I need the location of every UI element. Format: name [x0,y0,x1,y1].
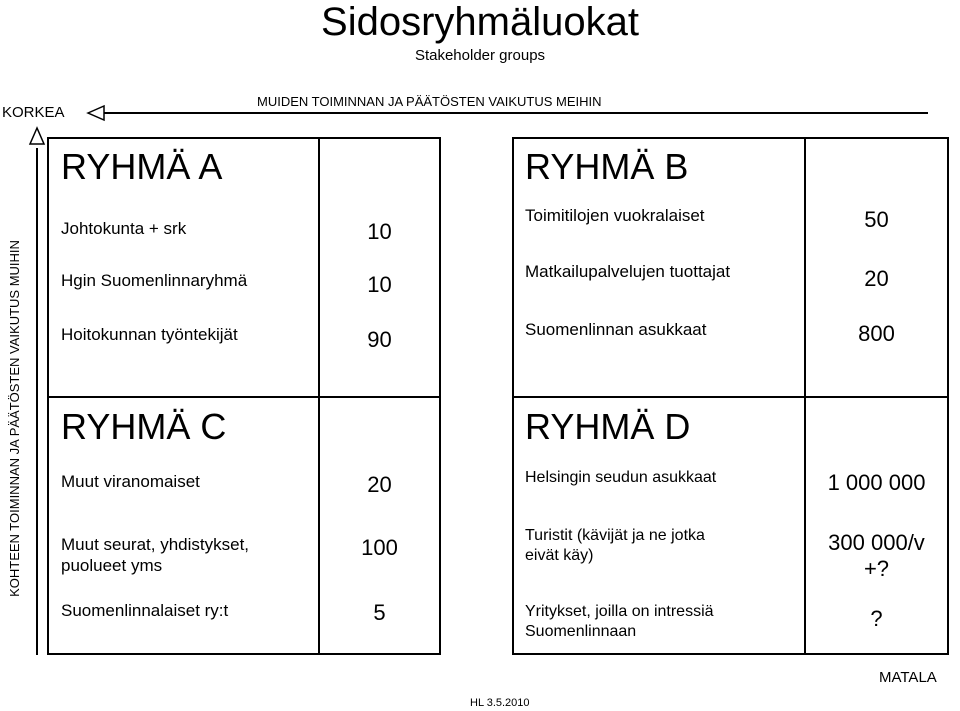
group-c-row-3-label: Suomenlinnalaiset ry:t [61,601,229,620]
group-d-row-2-label-line-2: eivät käy) [525,547,594,564]
korkea-label: KORKEA [2,104,65,121]
left-table-middle-line [49,396,439,398]
footer-date: HL 3.5.2010 [470,697,530,709]
right-table [512,137,949,655]
vertical-arrow [30,128,44,655]
group-d-row-2-value-line-1: 300 000/v [828,530,925,555]
group-c-row-2-label-line-2: puolueet yms [61,556,163,575]
group-c-row-3-value: 5 [373,600,386,625]
group-d-row-2-value [806,530,947,582]
group-c-row-2-value: 100 [361,535,398,560]
group-d-title: RYHMÄ D [525,406,691,447]
group-a-row-3-value: 90 [367,327,392,352]
group-c-title: RYHMÄ C [61,406,227,447]
vertical-axis-label: KOHTEEN TOIMINNAN JA PÄÄTÖSTEN VAIKUTUS MUIHIN [6,239,22,597]
group-b-title: RYHMÄ B [525,146,689,187]
group-c-row-1-label: Muut viranomaiset [61,472,200,491]
right-table-middle-line [514,396,947,398]
group-a-title: RYHMÄ A [61,146,223,187]
group-d-row-3-value: ? [870,606,883,631]
group-b-row-3-value: 800 [858,321,895,346]
group-d-row-3-label [525,602,714,642]
group-d-row-1-value: 1 000 000 [827,470,926,495]
horizontal-arrow [88,106,928,120]
group-a-row-1-value: 10 [367,219,392,244]
group-d-row-1-label: Helsingin seudun asukkaat [525,469,717,486]
group-d-row-2-label [525,526,705,566]
page-subtitle: Stakeholder groups [414,47,546,64]
group-d-row-2-label-line-1: Turistit (kävijät ja ne jotka [525,527,705,544]
group-c-row-2-label-line-1: Muut seurat, yhdistykset, [61,535,250,554]
group-d-row-3-label-line-2: Suomenlinnaan [525,623,637,640]
group-b-row-3-label: Suomenlinnan asukkaat [525,320,707,339]
page-title: Sidosryhmäluokat [321,0,639,44]
group-b-row-1-label: Toimitilojen vuokralaiset [525,206,705,225]
horizontal-axis-label: MUIDEN TOIMINNAN JA PÄÄTÖSTEN VAIKUTUS MEIHIN [257,94,602,109]
group-d-row-3-label-line-1: Yritykset, joilla on intressiä [525,603,714,620]
matala-label: MATALA [879,669,937,686]
group-a-row-1-label: Johtokunta + srk [61,219,187,238]
group-d-row-2-value-line-2: +? [863,556,890,581]
group-a-row-2-label: Hgin Suomenlinnaryhmä [61,271,248,290]
group-b-row-1-value: 50 [864,207,889,232]
group-a-row-2-value: 10 [367,272,392,297]
group-a-row-3-label: Hoitokunnan työntekijät [61,325,238,344]
group-c-row-2-label [61,534,249,576]
group-c-row-1-value: 20 [367,472,392,497]
left-table [47,137,441,655]
group-b-row-2-label: Matkailupalvelujen tuottajat [525,262,731,281]
group-b-row-2-value: 20 [864,266,889,291]
